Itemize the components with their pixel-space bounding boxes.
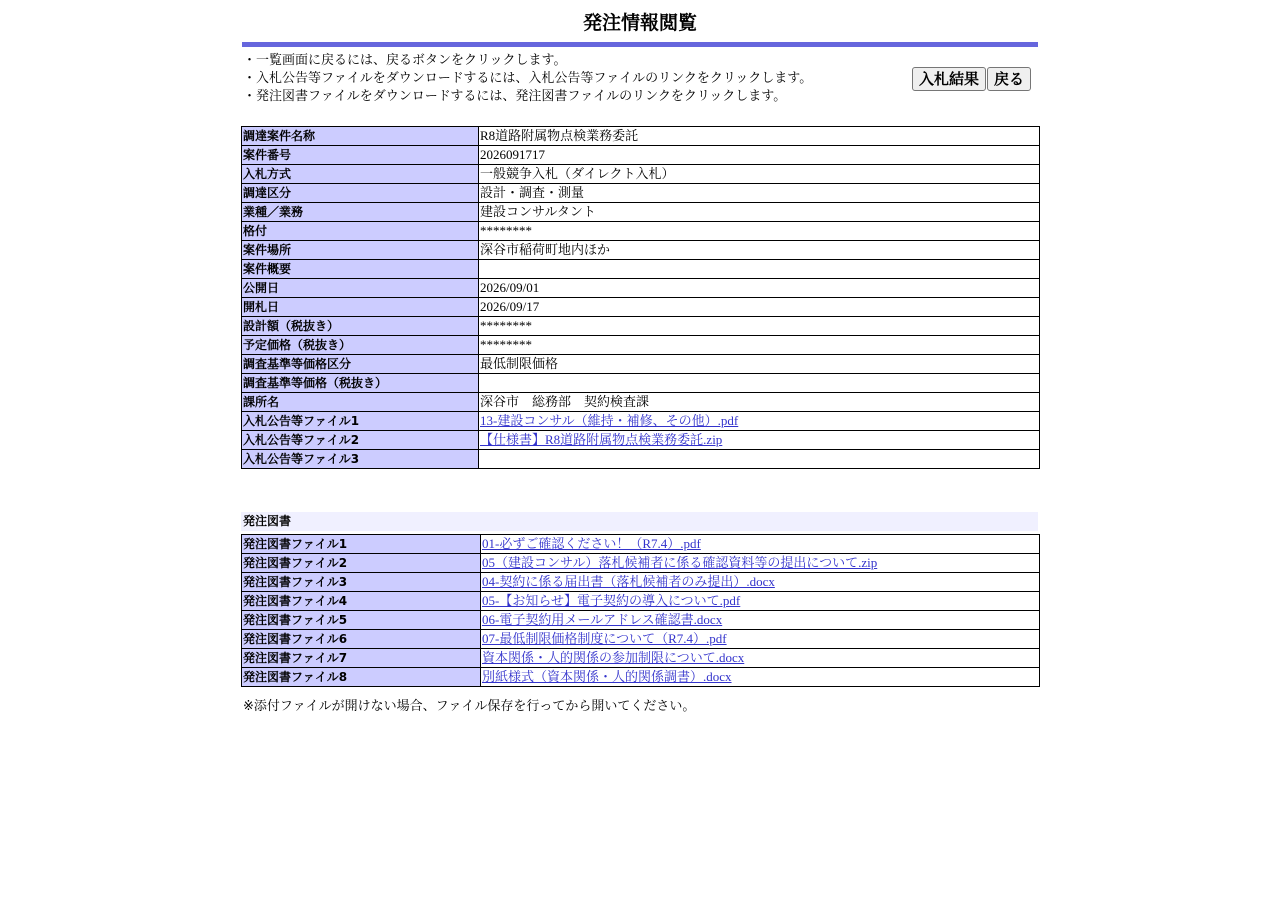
table-row [242,431,1040,450]
field-value: R8道路附属物点検業務委託 [479,127,1040,146]
field-value [479,374,1040,393]
field-label: 発注図書ファイル8 [242,668,481,687]
table-row [242,573,1040,592]
table-row [242,374,1040,393]
table-row [242,412,1040,431]
footer-note: ※添付ファイルが開けない場合、ファイル保存を行ってから開いてください。 [243,699,696,714]
field-label: 案件概要 [242,260,479,279]
field-label: 調査基準等価格区分 [242,355,479,374]
back-button[interactable]: 戻る [987,67,1031,91]
field-value [479,450,1040,469]
field-label: 案件場所 [242,241,479,260]
field-label: 開札日 [242,298,479,317]
field-value [481,611,1040,630]
file-link[interactable]: 13-建設コンサル（維持・補修、その他）.pdf [480,413,739,428]
field-value: 建設コンサルタント [479,203,1040,222]
field-value: 設計・調査・測量 [479,184,1040,203]
table-row [242,649,1040,668]
field-label: 入札方式 [242,165,479,184]
field-label: 発注図書ファイル3 [242,573,481,592]
field-value [479,412,1040,431]
field-label: 調達案件名称 [242,127,479,146]
field-value: ******** [479,222,1040,241]
table-row [242,355,1040,374]
table-row [242,592,1040,611]
bid-result-button[interactable]: 入札結果 [912,67,986,91]
field-value: 深谷市稲荷町地内ほか [479,241,1040,260]
instruction-line: ・一覧画面に戻るには、戻るボタンをクリックします。 [243,53,567,68]
file-link[interactable]: 【仕様書】R8道路附属物点検業務委託.zip [480,432,723,447]
instruction-line: ・発注図書ファイルをダウンロードするには、発注図書ファイルのリンクをクリックします。 [243,89,787,104]
table-row [242,668,1040,687]
field-label: 格付 [242,222,479,241]
field-label: 課所名 [242,393,479,412]
field-label: 調査基準等価格（税抜き） [242,374,479,393]
field-value [481,668,1040,687]
field-label: 設計額（税抜き） [242,317,479,336]
table-row [242,241,1040,260]
instructions [243,52,812,106]
table-row [242,450,1040,469]
table-row [242,203,1040,222]
field-label: 発注図書ファイル4 [242,592,481,611]
page-title: 発注情報閲覧 [582,12,697,34]
table-row [242,611,1040,630]
file-link[interactable]: 05-【お知らせ】電子契約の導入について.pdf [482,593,741,608]
field-value [481,592,1040,611]
action-buttons [912,67,1032,91]
field-value [481,554,1040,573]
table-row [242,260,1040,279]
field-label: 発注図書ファイル5 [242,611,481,630]
field-label: 発注図書ファイル7 [242,649,481,668]
field-value: ******** [479,317,1040,336]
file-link[interactable]: 06-電子契約用メールアドレス確認書.docx [482,612,723,627]
table-row [242,184,1040,203]
field-label: 入札公告等ファイル2 [242,431,479,450]
table-row [242,535,1040,554]
table-row [242,336,1040,355]
field-value [481,630,1040,649]
file-link[interactable]: 01-必ずご確認ください！（R7.4）.pdf [482,536,701,551]
table-row [242,298,1040,317]
table-row [242,393,1040,412]
instruction-line: ・入札公告等ファイルをダウンロードするには、入札公告等ファイルのリンクをクリックします。 [243,71,813,86]
field-value: 一般競争入札（ダイレクト入札） [479,165,1040,184]
documents-table [241,534,1040,687]
field-label: 調達区分 [242,184,479,203]
table-row [242,554,1040,573]
table-row [242,146,1040,165]
field-label: 業種／業務 [242,203,479,222]
file-link[interactable]: 07-最低制限価格制度について（R7.4）.pdf [482,631,727,646]
field-value [481,649,1040,668]
file-link[interactable]: 資本関係・人的関係の参加制限について.docx [482,650,745,665]
field-label: 発注図書ファイル2 [242,554,481,573]
field-value [479,431,1040,450]
table-row [242,279,1040,298]
table-row [242,165,1040,184]
field-label: 発注図書ファイル1 [242,535,481,554]
field-label: 予定価格（税抜き） [242,336,479,355]
table-row [242,630,1040,649]
field-value [481,573,1040,592]
field-value [481,535,1040,554]
field-label: 発注図書ファイル6 [242,630,481,649]
case-detail-table [241,126,1040,469]
field-value: 2026091717 [479,146,1040,165]
field-value [479,260,1040,279]
title-divider [242,42,1038,47]
field-label: 入札公告等ファイル3 [242,450,479,469]
file-link[interactable]: 05（建設コンサル）落札候補者に係る確認資料等の提出について.zip [482,555,878,570]
field-label: 公開日 [242,279,479,298]
field-value: 最低制限価格 [479,355,1040,374]
field-value: 深谷市 総務部 契約検査課 [479,393,1040,412]
documents-section-title: 発注図書 [241,512,1038,531]
table-row [242,222,1040,241]
field-value: ******** [479,336,1040,355]
page-container [241,0,1039,714]
table-row [242,317,1040,336]
file-link[interactable]: 別紙様式（資本関係・人的関係調書）.docx [482,669,732,684]
field-value: 2026/09/17 [479,298,1040,317]
field-value: 2026/09/01 [479,279,1040,298]
file-link[interactable]: 04-契約に係る届出書（落札候補者のみ提出）.docx [482,574,775,589]
field-label: 案件番号 [242,146,479,165]
table-row [242,127,1040,146]
field-label: 入札公告等ファイル1 [242,412,479,431]
